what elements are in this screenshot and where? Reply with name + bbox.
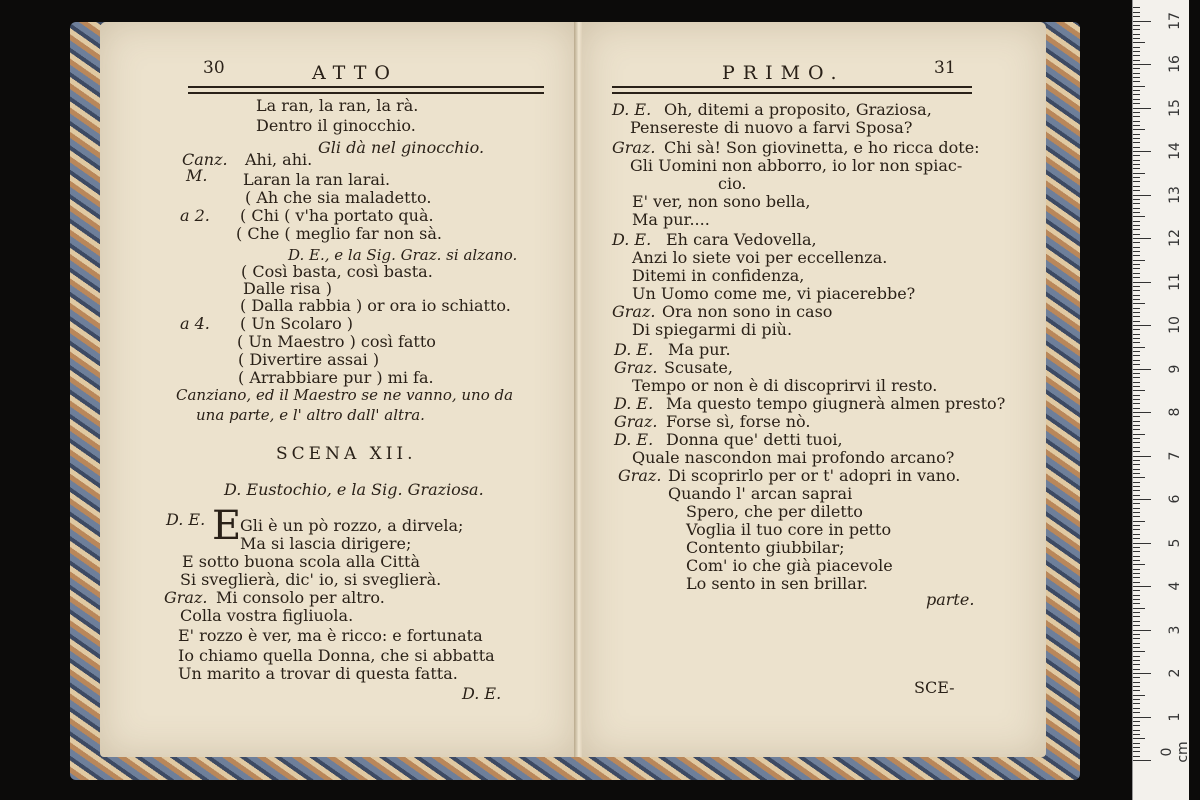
- ruler-tick: [1133, 547, 1140, 548]
- verse-line: Dalle risa ): [243, 279, 332, 298]
- ruler-tick: [1133, 582, 1140, 583]
- verse-line: Lo sento in sen brillar.: [686, 574, 868, 593]
- verse-line: Contento giubbilar;: [686, 538, 845, 557]
- ruler-label: 11: [1167, 272, 1183, 291]
- ruler-tick: [1133, 155, 1140, 156]
- verse-line: ( Dalla rabbia ) or ora io schiatto.: [240, 296, 511, 315]
- verse-line: Ma si lascia dirigere;: [240, 534, 412, 553]
- ruler-tick: [1133, 195, 1151, 196]
- ruler-tick: [1133, 16, 1140, 17]
- ruler-tick: [1133, 512, 1140, 513]
- ruler-tick: [1133, 717, 1151, 718]
- ruler-tick: [1133, 321, 1140, 322]
- left-page-number: 30: [203, 58, 225, 78]
- ruler-tick: [1133, 647, 1140, 648]
- ruler-tick: [1133, 464, 1140, 465]
- ruler-tick: [1133, 208, 1140, 209]
- stage-direction: Gli dà nel ginocchio.: [318, 138, 485, 157]
- speaker-label: Graz.: [614, 412, 658, 431]
- verse-line: Voglia il tuo core in petto: [686, 520, 892, 539]
- ruler-tick: [1133, 508, 1140, 509]
- ruler-tick: [1133, 664, 1140, 665]
- ruler-tick: [1133, 612, 1140, 613]
- ruler-tick: [1133, 242, 1140, 243]
- verse-line: E' rozzo è ver, ma è ricco: e fortunata: [178, 626, 483, 645]
- ruler-tick: [1133, 712, 1140, 713]
- verse-line: ( Arrabbiare pur ) mi fa.: [238, 368, 434, 387]
- ruler-tick: [1133, 264, 1140, 265]
- verse-line: cio.: [718, 174, 747, 193]
- verse-line: Un Uomo come me, vi piacerebbe?: [632, 284, 916, 303]
- ruler-tick: [1133, 469, 1140, 470]
- speaker-label: M.: [186, 166, 208, 185]
- ruler-label: 13: [1167, 185, 1183, 204]
- speaker-label: Graz.: [164, 588, 208, 607]
- ruler-tick: [1133, 7, 1140, 8]
- verse-line: Pensereste di nuovo a farvi Sposa?: [630, 118, 913, 137]
- verse-line: Com' io che già piacevole: [686, 556, 893, 575]
- ruler-tick: [1133, 325, 1151, 326]
- verse-line: Chi sà! Son giovinetta, e ho ricca dote:: [664, 138, 980, 157]
- ruler-tick: [1133, 560, 1140, 561]
- ruler-tick: [1133, 408, 1140, 409]
- speaker-label: Graz.: [618, 466, 662, 485]
- ruler-tick: [1133, 634, 1140, 635]
- ruler-tick: [1133, 690, 1140, 691]
- ruler-tick: [1133, 273, 1140, 274]
- ruler-tick: [1133, 686, 1140, 687]
- ruler-label: 17: [1167, 11, 1183, 30]
- ruler-tick: [1133, 447, 1140, 448]
- speaker-label: D. E.: [614, 430, 654, 449]
- ruler-label: 14: [1167, 142, 1183, 160]
- ruler-tick: [1133, 312, 1140, 313]
- verse-line: Quale nascondon mai profondo arcano?: [632, 448, 955, 467]
- ruler-tick: [1133, 12, 1140, 13]
- ruler-tick: [1133, 299, 1140, 300]
- ruler-tick: [1133, 625, 1140, 626]
- ruler-tick: [1133, 708, 1140, 709]
- ruler-tick: [1133, 68, 1140, 69]
- scene-cast: D. Eustochio, e la Sig. Graziosa.: [224, 480, 484, 499]
- right-head-rule: [612, 86, 972, 94]
- ruler-tick: [1133, 743, 1140, 744]
- verse-line: E' ver, non sono bella,: [632, 192, 811, 211]
- ruler-tick: [1133, 99, 1140, 100]
- ruler-tick: [1133, 60, 1140, 61]
- ruler-tick: [1133, 760, 1151, 761]
- ruler-tick: [1133, 282, 1151, 283]
- ruler-tick: [1133, 586, 1151, 587]
- verse-line: Gli è un pò rozzo, a dirvela;: [240, 516, 464, 535]
- verse-line: Tempo or non è di discoprirvi il resto.: [632, 376, 938, 395]
- ruler-tick: [1133, 638, 1140, 639]
- verse-line: ( Così basta, così basta.: [241, 262, 433, 281]
- ruler-tick: [1133, 108, 1151, 109]
- ruler-label: 7: [1167, 451, 1183, 460]
- ruler-tick: [1133, 342, 1140, 343]
- ruler-tick: [1133, 442, 1140, 443]
- stage-direction: D. E., e la Sig. Graz. si alzano.: [288, 246, 518, 264]
- verse-line: Un marito a trovar di questa fatta.: [178, 664, 458, 683]
- ruler-tick: [1133, 47, 1140, 48]
- ruler-tick: [1133, 203, 1140, 204]
- ruler-tick: [1133, 399, 1140, 400]
- ruler-tick: [1133, 630, 1151, 631]
- verse-line: Ma pur....: [632, 210, 710, 229]
- verse-line: ( Chi ( v'ha portato quà.: [240, 206, 434, 225]
- verse-line: Io chiamo quella Donna, che si abbatta: [178, 646, 495, 665]
- verse-line: Dentro il ginocchio.: [256, 116, 416, 135]
- left-head-rule: [188, 86, 544, 94]
- ruler-tick: [1133, 421, 1140, 422]
- ruler-tick: [1133, 577, 1140, 578]
- ruler-tick: [1133, 168, 1140, 169]
- ruler-label: 1: [1167, 712, 1183, 721]
- ruler-tick: [1133, 395, 1140, 396]
- ruler-tick: [1133, 373, 1140, 374]
- ruler-tick: [1133, 603, 1140, 604]
- ruler-tick: [1133, 251, 1140, 252]
- ruler-tick: [1133, 538, 1140, 539]
- ruler-tick: [1133, 351, 1140, 352]
- ruler-tick: [1133, 595, 1140, 596]
- ruler-tick: [1133, 134, 1140, 135]
- ruler-tick: [1133, 25, 1140, 26]
- ruler-tick: [1133, 247, 1140, 248]
- verse-line: ( Che ( meglio far non sà.: [236, 224, 442, 243]
- ruler-tick: [1133, 112, 1140, 113]
- ruler-tick: [1133, 573, 1140, 574]
- ruler-label: 12: [1167, 229, 1183, 247]
- ruler-tick: [1133, 473, 1140, 474]
- ruler-tick: [1133, 734, 1140, 735]
- ruler-tick: [1133, 529, 1140, 530]
- ruler-tick: [1133, 347, 1145, 348]
- ruler-label: 5: [1167, 538, 1183, 547]
- verse-line: Ditemi in confidenza,: [632, 266, 805, 285]
- ruler-tick: [1133, 503, 1140, 504]
- ruler-tick: [1133, 177, 1140, 178]
- ruler-tick: [1133, 456, 1151, 457]
- ruler-tick: [1133, 81, 1140, 82]
- ruler-tick: [1133, 286, 1140, 287]
- verse-line: Quando l' arcan saprai: [668, 484, 853, 503]
- ruler-tick: [1133, 234, 1140, 235]
- ruler-tick: [1133, 386, 1140, 387]
- speaker-label: D. E.: [614, 394, 654, 413]
- ruler-tick: [1133, 482, 1140, 483]
- ruler-tick: [1133, 751, 1140, 752]
- ruler-tick: [1133, 260, 1145, 261]
- ruler-tick: [1133, 747, 1140, 748]
- ruler-tick: [1133, 695, 1145, 696]
- verse-line: ( Un Scolaro ): [240, 314, 354, 333]
- ruler-tick: [1133, 29, 1140, 30]
- ruler-tick: [1133, 90, 1140, 91]
- stage-direction: una parte, e l' altro dall' altra.: [196, 406, 425, 424]
- ruler-tick: [1133, 721, 1140, 722]
- ruler-tick: [1133, 212, 1140, 213]
- ruler-tick: [1133, 429, 1140, 430]
- ruler-tick: [1133, 38, 1140, 39]
- ruler-tick: [1133, 151, 1151, 152]
- ruler-tick: [1133, 338, 1140, 339]
- ruler-label: 16: [1167, 55, 1183, 73]
- catchword: D. E.: [462, 684, 502, 703]
- speaker-label: Graz.: [614, 358, 658, 377]
- ruler-tick: [1133, 660, 1140, 661]
- ruler-tick: [1133, 677, 1140, 678]
- ruler-tick: [1133, 238, 1151, 239]
- ruler-tick: [1133, 673, 1151, 674]
- ruler-tick: [1133, 229, 1140, 230]
- ruler-tick: [1133, 121, 1140, 122]
- ruler-tick: [1133, 425, 1140, 426]
- verse-line: Gli Uomini non abborro, io lor non spiac-: [630, 156, 963, 175]
- ruler-tick: [1133, 77, 1140, 78]
- ruler-tick: [1133, 94, 1140, 95]
- verse-line: ( Un Maestro ) così fatto: [237, 332, 436, 351]
- ruler-tick: [1133, 703, 1140, 704]
- ruler-tick: [1133, 412, 1151, 413]
- verse-line: Di scoprirlo per or t' adopri in vano.: [668, 466, 961, 485]
- speaker-label: a 2.: [180, 206, 210, 225]
- verse-line: La ran, la ran, la rà.: [256, 96, 419, 115]
- ruler-tick: [1133, 543, 1151, 544]
- verse-line: Anzi lo siete voi per eccellenza.: [632, 248, 888, 267]
- ruler-tick: [1133, 34, 1140, 35]
- ruler-tick: [1133, 142, 1140, 143]
- exit-direction: parte.: [926, 590, 975, 609]
- ruler-tick: [1133, 599, 1140, 600]
- ruler-tick: [1133, 255, 1140, 256]
- ruler-tick: [1133, 438, 1140, 439]
- ruler-tick: [1133, 495, 1140, 496]
- ruler-tick: [1133, 551, 1140, 552]
- verse-line: Mi consolo per altro.: [216, 588, 385, 607]
- verse-line: Ma pur.: [668, 340, 731, 359]
- ruler-tick: [1133, 225, 1140, 226]
- verse-line: Eh cara Vedovella,: [666, 230, 817, 249]
- ruler-tick: [1133, 42, 1145, 43]
- catchword: SCE-: [914, 678, 955, 697]
- ruler-tick: [1133, 103, 1140, 104]
- ruler-tick: [1133, 303, 1145, 304]
- ruler-tick: [1133, 125, 1140, 126]
- speaker-label: D. E.: [166, 510, 206, 529]
- ruler-tick: [1133, 403, 1140, 404]
- verse-line: Ma questo tempo giugnerà almen presto?: [666, 394, 1006, 413]
- ruler-tick: [1133, 329, 1140, 330]
- ruler-tick: [1133, 308, 1140, 309]
- verse-line: Donna que' detti tuoi,: [666, 430, 843, 449]
- ruler-tick: [1133, 55, 1140, 56]
- ruler-label: 3: [1167, 625, 1183, 634]
- ruler-tick: [1133, 221, 1140, 222]
- speaker-label: D. E.: [612, 230, 652, 249]
- verse-line: Scusate,: [664, 358, 733, 377]
- ruler-tick: [1133, 756, 1140, 757]
- verse-line: Spero, che per diletto: [686, 502, 863, 521]
- ruler-tick: [1133, 569, 1140, 570]
- ruler-tick: [1133, 173, 1145, 174]
- speaker-label: D. E.: [612, 100, 652, 119]
- ruler-tick: [1133, 590, 1140, 591]
- ruler-tick: [1133, 616, 1140, 617]
- ruler-tick: [1133, 199, 1140, 200]
- ruler-tick: [1133, 181, 1140, 182]
- verse-line: Forse sì, forse nò.: [666, 412, 811, 431]
- verse-line: Ora non sono in caso: [662, 302, 833, 321]
- ruler-label: 6: [1167, 494, 1183, 504]
- verse-line: E sotto buona scola alla Città: [182, 552, 420, 571]
- ruler-tick: [1133, 268, 1140, 269]
- ruler-tick: [1133, 434, 1145, 435]
- speaker-label: Graz.: [612, 138, 656, 157]
- verse-line: Colla vostra figliuola.: [180, 606, 354, 625]
- ruler-label: 0 cm: [1159, 741, 1191, 763]
- verse-line: ( Ah che sia maladetto.: [245, 188, 432, 207]
- ruler-tick: [1133, 490, 1140, 491]
- ruler-tick: [1133, 730, 1140, 731]
- ruler-tick: [1133, 73, 1140, 74]
- ruler-tick: [1133, 382, 1140, 383]
- right-page-number: 31: [934, 58, 956, 78]
- ruler-tick: [1133, 725, 1140, 726]
- ruler-tick: [1133, 460, 1140, 461]
- ruler-tick: [1133, 86, 1145, 87]
- ruler-tick: [1133, 316, 1140, 317]
- verse-line: ( Divertire assai ): [238, 350, 380, 369]
- ruler-tick: [1133, 390, 1145, 391]
- speaker-label: a 4.: [180, 314, 210, 333]
- verse-line: Di spiegarmi di più.: [632, 320, 793, 339]
- ruler-label: 4: [1167, 581, 1183, 591]
- ruler-tick: [1133, 534, 1140, 535]
- verse-line: Si sveglierà, dic' io, si sveglierà.: [180, 570, 442, 589]
- ruler-tick: [1133, 621, 1140, 622]
- speaker-label: Graz.: [612, 302, 656, 321]
- ruler-tick: [1133, 738, 1145, 739]
- verse-line: Ahi, ahi.: [245, 150, 313, 169]
- ruler-tick: [1133, 21, 1151, 22]
- ruler-tick: [1133, 556, 1140, 557]
- ruler-tick: [1133, 295, 1140, 296]
- ruler-tick: [1133, 699, 1140, 700]
- ruler-tick: [1133, 147, 1140, 148]
- ruler-tick: [1133, 564, 1145, 565]
- ruler-tick: [1133, 451, 1140, 452]
- ruler-tick: [1133, 164, 1140, 165]
- ruler-tick: [1133, 656, 1140, 657]
- ruler-tick: [1133, 116, 1140, 117]
- ruler-tick: [1133, 525, 1140, 526]
- ruler-label: 9: [1167, 364, 1183, 373]
- ruler-tick: [1133, 186, 1140, 187]
- stage-direction: Canziano, ed il Maestro se ne vanno, uno da: [176, 386, 514, 404]
- scene-title: SCENA XII.: [276, 444, 417, 464]
- ruler-label: 8: [1167, 407, 1183, 417]
- ruler-tick: [1133, 643, 1140, 644]
- ruler-tick: [1133, 64, 1151, 65]
- ruler-tick: [1133, 608, 1145, 609]
- ruler-tick: [1133, 334, 1140, 335]
- drop-cap: E: [212, 503, 242, 549]
- verse-line: Laran la ran larai.: [243, 170, 391, 189]
- ruler-tick: [1133, 682, 1140, 683]
- speaker-label: Canz.: [182, 150, 228, 169]
- ruler-tick: [1133, 138, 1140, 139]
- ruler-tick: [1133, 369, 1151, 370]
- ruler-tick: [1133, 499, 1151, 500]
- ruler-tick: [1133, 51, 1140, 52]
- ruler-tick: [1133, 521, 1145, 522]
- measuring-ruler: [1132, 0, 1189, 800]
- verse-line: Oh, ditemi a proposito, Graziosa,: [664, 100, 932, 119]
- ruler-tick: [1133, 277, 1140, 278]
- speaker-label: D. E.: [614, 340, 654, 359]
- ruler-label: 15: [1167, 98, 1183, 117]
- ruler-tick: [1133, 477, 1145, 478]
- ruler-tick: [1133, 377, 1140, 378]
- ruler-tick: [1133, 360, 1140, 361]
- right-running-head: PRIMO.: [722, 62, 845, 84]
- ruler-tick: [1133, 190, 1140, 191]
- ruler-tick: [1133, 355, 1140, 356]
- ruler-tick: [1133, 160, 1140, 161]
- ruler-label: 10: [1167, 316, 1183, 334]
- ruler-tick: [1133, 486, 1140, 487]
- ruler-tick: [1133, 651, 1145, 652]
- ruler-tick: [1133, 290, 1140, 291]
- ruler-tick: [1133, 129, 1145, 130]
- ruler-tick: [1133, 516, 1140, 517]
- left-running-head: ATTO: [312, 62, 398, 84]
- ruler-tick: [1133, 364, 1140, 365]
- ruler-tick: [1133, 416, 1140, 417]
- ruler-tick: [1133, 216, 1145, 217]
- ruler-tick: [1133, 669, 1140, 670]
- ruler-label: 2: [1167, 668, 1183, 678]
